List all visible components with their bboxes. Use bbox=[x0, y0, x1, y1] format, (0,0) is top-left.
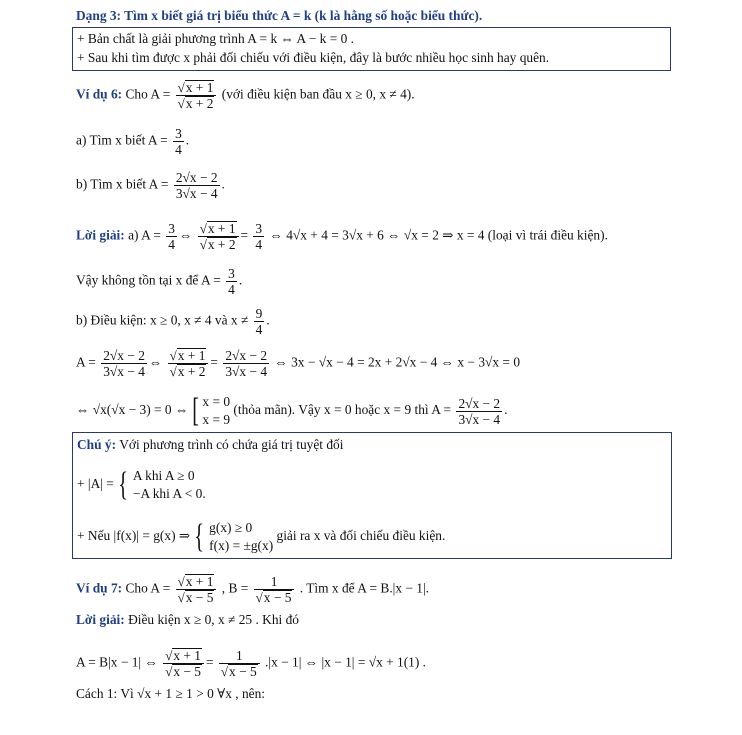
part-b-fraction bbox=[174, 170, 220, 201]
b-cond-den: 4 bbox=[255, 322, 263, 337]
solution-6-b-cond: b) Điều kiện: x ≥ 0, x ≠ 4 và x ≠ $\frac{9}{4}$ . bbox=[76, 306, 270, 337]
part-a-fraction bbox=[173, 126, 184, 157]
sol7-den1: x − 5 bbox=[173, 664, 201, 679]
attention-box bbox=[72, 432, 672, 559]
sol-a-den2: x + 2 bbox=[207, 237, 236, 252]
ex7-b-num: 1 bbox=[254, 574, 295, 590]
b-eq-num3: 2√x − 2 bbox=[225, 348, 268, 363]
b-eq-num2: x + 1 bbox=[177, 348, 206, 363]
attention-text: Với phương trình có chứa giá trị tuyệt đối bbox=[119, 437, 344, 452]
final-lead: ⇔ √x(√x − 3) = 0 ⇔ bbox=[76, 402, 189, 418]
solution-6-label: Lời giải: bbox=[76, 227, 125, 243]
sol-a-den3: 4 bbox=[255, 237, 263, 252]
solution-7-cond-text: Điều kiện x ≥ 0, x ≠ 25 . Khi đó bbox=[128, 612, 299, 627]
sol-a-num2: x + 1 bbox=[207, 221, 236, 236]
part-a: a) Tìm x biết A = $\frac{3}{4}$ . bbox=[76, 126, 190, 157]
ex7-a-num: x + 1 bbox=[185, 574, 214, 589]
f-rest: giải ra x và đối chiếu điều kiện. bbox=[276, 528, 446, 544]
solution-6-b-eq: A = $\frac{2√x - 2}{3√x - 4}$ ⇔ $\frac{√x + 1}{√x + 2}$ = $\frac{2√x - 2}{3√x - 4}$ ⇔ 3x − √x − 4 = 2x + 2√x − 4 ⇔ x − 3√x = 0 bbox=[76, 348, 521, 379]
ex6-den: x + 2 bbox=[185, 96, 214, 111]
part-b-den: 3√x − 4 bbox=[175, 186, 218, 201]
sol7-num1: x + 1 bbox=[173, 648, 201, 663]
part-a-num: 3 bbox=[175, 126, 182, 141]
example-7: Ví dụ 7: Cho A = $\frac{√x + 1}{√x - 5}$ , B = $\frac{1}{√x - 5}$ . Tìm x để A = B.|x − 1|. bbox=[76, 574, 430, 605]
ex7-b-den: x − 5 bbox=[263, 590, 292, 605]
example-6-condition: (với điều kiện ban đầu x ≥ 0, x ≠ 4). bbox=[221, 86, 415, 102]
example-6-intro: Cho A = bbox=[125, 86, 171, 102]
section-heading: Dạng 3: Tìm x biết giá trị biểu thức A = k (k là hằng số hoặc biểu thức). bbox=[76, 8, 483, 23]
sol7-num2: 1 bbox=[219, 648, 260, 664]
final-den: 3√x − 4 bbox=[458, 411, 501, 427]
example-7-label: Ví dụ 7: bbox=[76, 580, 123, 596]
ex7-b-lead: , B = bbox=[221, 580, 249, 596]
sol-a-den1: 4 bbox=[168, 237, 175, 252]
final-num: 2√x − 2 bbox=[458, 395, 501, 411]
example-7-intro: Cho A = bbox=[125, 580, 171, 596]
b-cond-num: 9 bbox=[255, 306, 263, 321]
part-b: b) Tìm x biết A = $\frac{2√x - 2}{3√x - 4}$ . bbox=[76, 170, 225, 201]
f-lead: + Nếu |f(x)| = g(x) ⇒ bbox=[77, 528, 191, 544]
b-cond-text: b) Điều kiện: x ≥ 0, x ≠ 4 và x ≠ bbox=[76, 312, 249, 328]
solution-7-cond bbox=[76, 611, 299, 629]
no-exist-line: Vậy không tồn tại x để A = $\frac{3}{4}$ . bbox=[76, 266, 243, 297]
example-6-label: Ví dụ 6: bbox=[76, 86, 123, 102]
b-eq-num1: 2√x − 2 bbox=[103, 348, 145, 363]
note-box bbox=[72, 27, 671, 71]
example-6-fraction: $\frac{√x + 1}{√x + 2}$ bbox=[176, 80, 217, 111]
abs-case-2: −A khi A < 0. bbox=[132, 486, 206, 501]
method-1: Cách 1: Vì √x + 1 ≥ 1 > 0 ∀x , nên: bbox=[76, 686, 266, 701]
ex7-a-den: x − 5 bbox=[185, 590, 214, 605]
abs-case-1: A khi A ≥ 0 bbox=[132, 468, 195, 483]
example-6 bbox=[76, 80, 415, 111]
attention-heading bbox=[77, 436, 343, 454]
solution-6-final: ⇔ √x(√x − 3) = 0 ⇔ [ x = 0 x = 9 (thỏa mãn). Vậy x = 0 hoặc x = 9 thì A = $\frac{2√x - 2}{3√x - 4}$ . bbox=[76, 392, 508, 429]
no-exist-den: 4 bbox=[228, 282, 235, 297]
part-a-den: 4 bbox=[175, 142, 182, 157]
sol-a-num1: 3 bbox=[168, 221, 175, 236]
f-rule: + Nếu |f(x)| = g(x) ⇒ { g(x) ≥ 0 f(x) = ±g(x) giải ra x và đối chiếu điều kiện. bbox=[77, 518, 446, 555]
solution-6-a: Lời giải: a) A = $\frac{3}{4}$ ⇔ $\frac{√x + 1}{√x + 2}$ = $\frac{3}{4}$ ⇔ 4√x + 4 = 3√x + 6 ⇔ √x = 2 ⇒ x = 4 (loại vì trái điều kiện). bbox=[76, 221, 608, 252]
part-b-text: b) Tìm x biết A = bbox=[76, 176, 169, 192]
b-eq-den3: 3√x − 4 bbox=[225, 364, 268, 379]
no-exist-text: Vậy không tồn tại x để A = bbox=[76, 272, 221, 288]
attention-label: Chú ý: bbox=[77, 437, 117, 452]
abs-lead: + |A| = bbox=[77, 476, 114, 492]
sol7-eq-lead: A = B|x − 1| ⇔ bbox=[76, 654, 158, 670]
final-rest: (thỏa mãn). Vậy x = 0 hoặc x = 9 thì A = bbox=[233, 402, 452, 418]
part-b-num: 2√x − 2 bbox=[175, 170, 218, 185]
solution-6-a-rest: ⇔ 4√x + 4 = 3√x + 6 ⇔ √x = 2 ⇒ x = 4 (loại vì trái điều kiện). bbox=[269, 227, 608, 243]
final-case-1: x = 0 bbox=[202, 394, 231, 409]
final-case-2: x = 9 bbox=[202, 412, 231, 427]
b-eq-rest: ⇔ 3x − √x − 4 = 2x + 2√x − 4 ⇔ x − 3√x = 0 bbox=[274, 354, 521, 370]
sol7-den2: x − 5 bbox=[229, 664, 257, 679]
solution-7-label: Lời giải: bbox=[76, 612, 125, 627]
f-case-2: f(x) = ±g(x) bbox=[209, 538, 274, 553]
sol-a-num3: 3 bbox=[255, 221, 263, 236]
note-line-1: + Bản chất là giải phương trình A = k ⇔ A − k = 0 . bbox=[77, 31, 355, 46]
b-eq-den2: x + 2 bbox=[177, 364, 206, 379]
note-line-2: + Sau khi tìm được x phải đối chiếu với điều kiện, đây là bước nhiều học sinh hay quên. bbox=[77, 50, 550, 65]
ex7-task: . Tìm x để A = B.|x − 1|. bbox=[299, 580, 430, 596]
no-exist-num: 3 bbox=[228, 266, 235, 281]
b-eq-den1: 3√x − 4 bbox=[103, 364, 145, 379]
part-a-text: a) Tìm x biết A = bbox=[76, 132, 168, 148]
solution-6-a-lead: a) A = bbox=[128, 227, 161, 243]
solution-7-eq: A = B|x − 1| ⇔ $\frac{√x + 1}{√x - 5}$ = $\frac{1}{√x - 5}$ .|x − 1| ⇔ |x − 1| = √x + 1(1) . bbox=[76, 648, 427, 679]
sol7-eq-mid: .|x − 1| ⇔ |x − 1| = √x + 1(1) . bbox=[265, 654, 427, 670]
abs-def: + |A| = { A khi A ≥ 0 −A khi A < 0. bbox=[77, 466, 206, 503]
ex6-num: x + 1 bbox=[185, 80, 214, 95]
f-case-1: g(x) ≥ 0 bbox=[209, 520, 253, 535]
